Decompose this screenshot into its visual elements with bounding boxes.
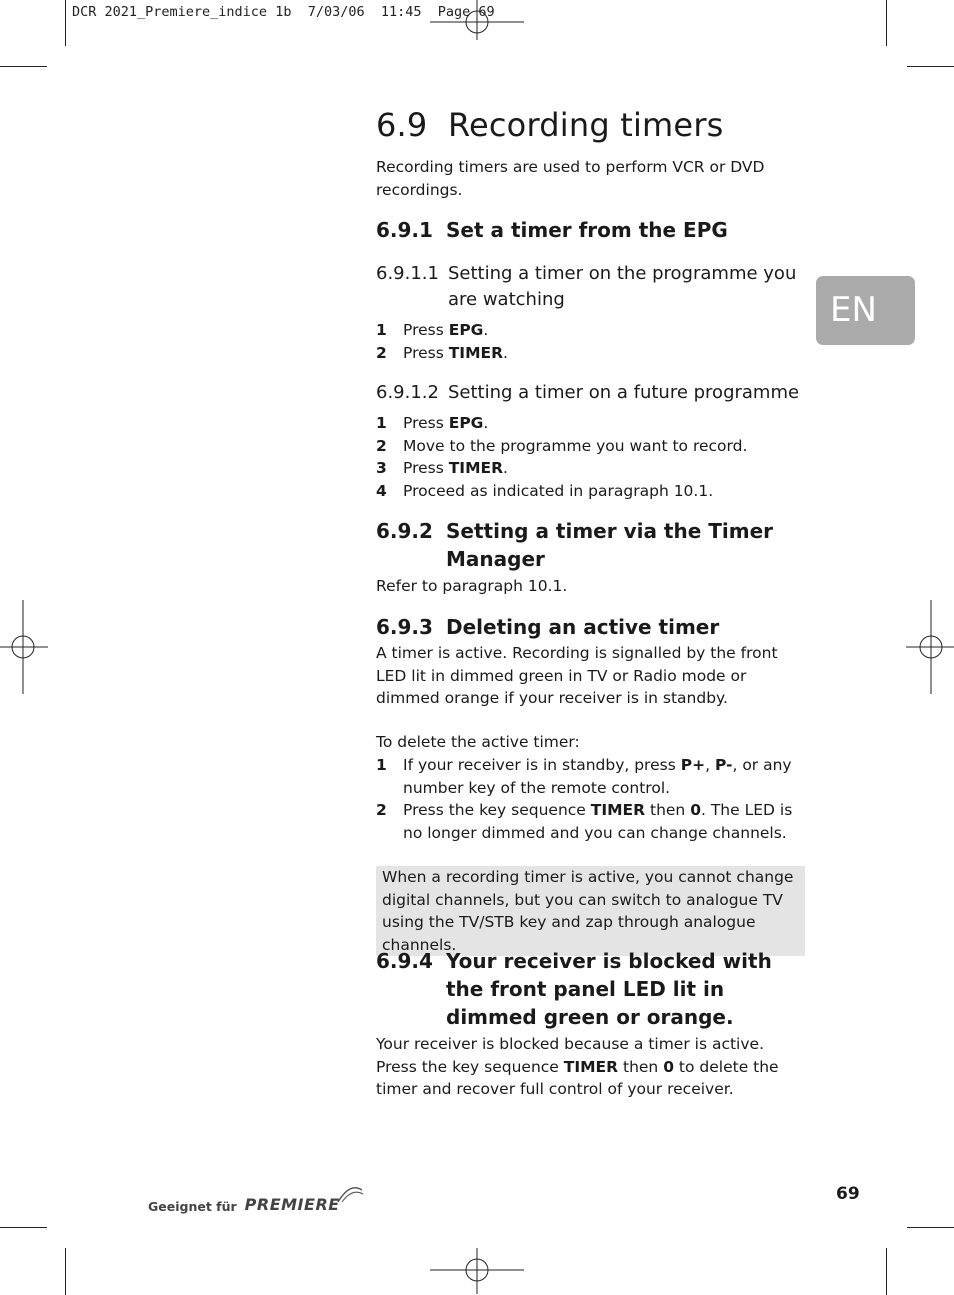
key-name: EPG bbox=[448, 414, 484, 432]
crop-mark bbox=[886, 1248, 887, 1295]
note-box: When a recording timer is active, you cannot change digital channels, but you can switch to analogue TV using the TV/STB key and zap through analogue channels. bbox=[376, 866, 805, 956]
list-item: 2 Press TIMER. bbox=[376, 343, 508, 362]
list-item: 2 Press the key sequence TIMER then 0. The LED is no longer dimmed and you can change channels. bbox=[376, 801, 793, 842]
key-name: TIMER bbox=[563, 1057, 619, 1076]
steps-list bbox=[376, 754, 806, 844]
key-name: EPG bbox=[448, 321, 484, 339]
premiere-logo bbox=[148, 1180, 366, 1214]
heading-title: Your receiver is blocked with the front panel LED lit in dimmed green or orange. bbox=[446, 949, 772, 1029]
section-title: Recording timers bbox=[448, 106, 724, 144]
heading-title: Setting a timer via the Timer Manager bbox=[446, 519, 774, 571]
heading-6-9-3 bbox=[376, 613, 806, 641]
heading-number: 6.9.2 bbox=[376, 519, 433, 543]
heading-6-9-1-1 bbox=[376, 261, 806, 313]
key-name: TIMER bbox=[448, 343, 504, 362]
heading-title: Setting a timer on a future programme bbox=[448, 382, 800, 403]
list-item: 3 Press TIMER. bbox=[376, 459, 508, 477]
registration-mark bbox=[430, 1248, 524, 1294]
paragraph: A timer is active. Recording is signalled by the front LED lit in dimmed green in TV or Radio mode or dimmed orange if your receiver is in standby. bbox=[376, 644, 778, 707]
paragraph: Your receiver is blocked because a timer is active. Press the key sequence TIMER then 0 to delete the timer and recover full control of your receiver. bbox=[376, 1035, 779, 1098]
heading-number: 6.9.3 bbox=[376, 615, 433, 639]
heading-6-9-1-2 bbox=[376, 380, 806, 406]
list-item: 1 If your receiver is in standby, press P+, P-, or any number key of the remote control. bbox=[376, 756, 792, 797]
steps-list bbox=[376, 412, 806, 502]
crop-mark bbox=[0, 1227, 47, 1228]
language-tab bbox=[816, 276, 915, 345]
intro-paragraph: Recording timers are used to perform VCR or DVD recordings. bbox=[376, 158, 765, 199]
paragraph: Refer to paragraph 10.1. bbox=[376, 577, 568, 595]
paragraph: To delete the active timer: bbox=[376, 733, 580, 751]
list-item: 1 Press EPG. bbox=[376, 321, 489, 339]
page-number: 69 bbox=[836, 1184, 860, 1204]
steps-list bbox=[376, 319, 806, 364]
list-item: 2 Move to the programme you want to record. bbox=[376, 436, 748, 455]
registration-mark bbox=[906, 600, 954, 694]
key-name: 0 bbox=[690, 801, 701, 819]
print-slug: DCR 2021_Premiere_indice 1b 7/03/06 11:45 Page 69 bbox=[72, 4, 495, 20]
language-tab-label: EN bbox=[830, 290, 877, 330]
key-name: P+ bbox=[680, 756, 706, 774]
heading-number: 6.9.1.2 bbox=[376, 382, 439, 403]
crop-mark bbox=[907, 66, 954, 67]
registration-mark bbox=[430, 0, 524, 40]
logo-geeignet-text: Geeignet für bbox=[148, 1199, 237, 1214]
heading-number: 6.9.1.1 bbox=[376, 263, 439, 284]
logo-brand-text: PREMIERE bbox=[244, 1195, 340, 1214]
key-name: TIMER bbox=[590, 801, 646, 819]
crop-mark bbox=[65, 0, 66, 46]
heading-number: 6.9.1 bbox=[376, 218, 433, 242]
crop-mark bbox=[886, 0, 887, 46]
section-number: 6.9 bbox=[376, 106, 428, 144]
heading-title: Setting a timer on the programme you are watching bbox=[448, 263, 797, 310]
heading-6-9-1 bbox=[376, 216, 806, 244]
key-name: 0 bbox=[663, 1057, 674, 1076]
key-name: TIMER bbox=[448, 459, 504, 477]
heading-title: Set a timer from the EPG bbox=[446, 218, 728, 242]
heading-6-9-4 bbox=[376, 947, 806, 1031]
crop-mark bbox=[907, 1227, 954, 1228]
heading-title: Deleting an active timer bbox=[446, 615, 720, 639]
list-item: 4 Proceed as indicated in paragraph 10.1. bbox=[376, 481, 714, 500]
key-name: P- bbox=[714, 756, 733, 774]
page-title bbox=[376, 106, 724, 144]
crop-mark bbox=[65, 1248, 66, 1295]
crop-mark bbox=[0, 66, 47, 67]
list-item: 1 Press EPG. bbox=[376, 414, 489, 432]
logo-arc-icon bbox=[336, 1180, 366, 1214]
heading-number: 6.9.4 bbox=[376, 949, 433, 973]
heading-6-9-2 bbox=[376, 517, 806, 573]
registration-mark bbox=[0, 600, 48, 694]
